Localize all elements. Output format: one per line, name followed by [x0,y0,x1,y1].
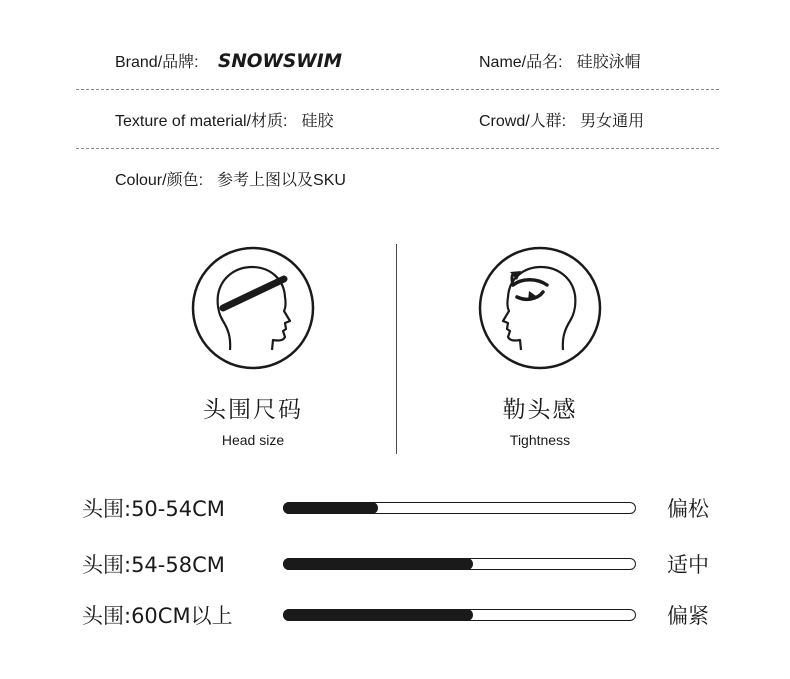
crowd-label: Crowd/人群: [479,112,567,130]
divider-2 [76,148,719,149]
texture-label: Texture of material/材质: [115,112,288,130]
head-size-title: 头围尺码 [203,397,303,423]
size-label-2: 头围:54-58CM [82,553,225,577]
head-measure-icon [190,245,316,371]
fit-bar-2 [283,558,636,570]
tightness-icon [477,245,603,371]
head-size-subtitle: Head size [221,432,285,448]
crowd-cell [479,104,644,134]
size-label-3: 头围:60CM以上 [82,604,233,628]
tightness-subtitle: Tightness [509,432,571,448]
texture-cell [115,104,334,134]
divider-1 [76,89,719,90]
brand-logo [217,48,345,72]
snowswim-logo-icon [217,48,345,72]
colour-value: 参考上图以及SKU [217,171,346,189]
size-label-1: 头围:50-54CM [82,497,225,521]
fit-bar-1 [283,502,636,514]
spec-row-texture [0,104,790,134]
colour-cell [115,163,346,193]
fit-bar-fill-1 [283,502,378,514]
name-value: 硅胶泳帽 [576,53,641,71]
spec-row-colour [0,163,790,193]
fit-tag-2: 适中 [667,553,709,577]
brand-logo-text: SNOWSWIM [217,50,342,72]
feature-separator [396,244,397,454]
size-row-2 [0,547,790,581]
name-cell [479,45,641,75]
tightness-title: 勒头感 [502,397,578,423]
spec-row-brand [0,45,790,75]
size-row-3 [0,598,790,632]
feature-tightness [477,245,603,448]
size-row-1 [0,491,790,525]
brand-label: Brand/品牌: [115,53,199,71]
fit-tag-1: 偏松 [667,497,709,521]
name-label: Name/品名: [479,53,563,71]
fit-bar-3 [283,609,636,621]
fit-tag-3: 偏紧 [667,604,709,628]
brand-cell [115,45,345,75]
texture-value: 硅胶 [301,112,334,130]
fit-bar-fill-2 [283,558,473,570]
feature-head-size [190,245,316,448]
colour-label: Colour/颜色: [115,171,204,189]
crowd-value: 男女通用 [580,112,645,130]
fit-bar-fill-3 [283,609,473,621]
